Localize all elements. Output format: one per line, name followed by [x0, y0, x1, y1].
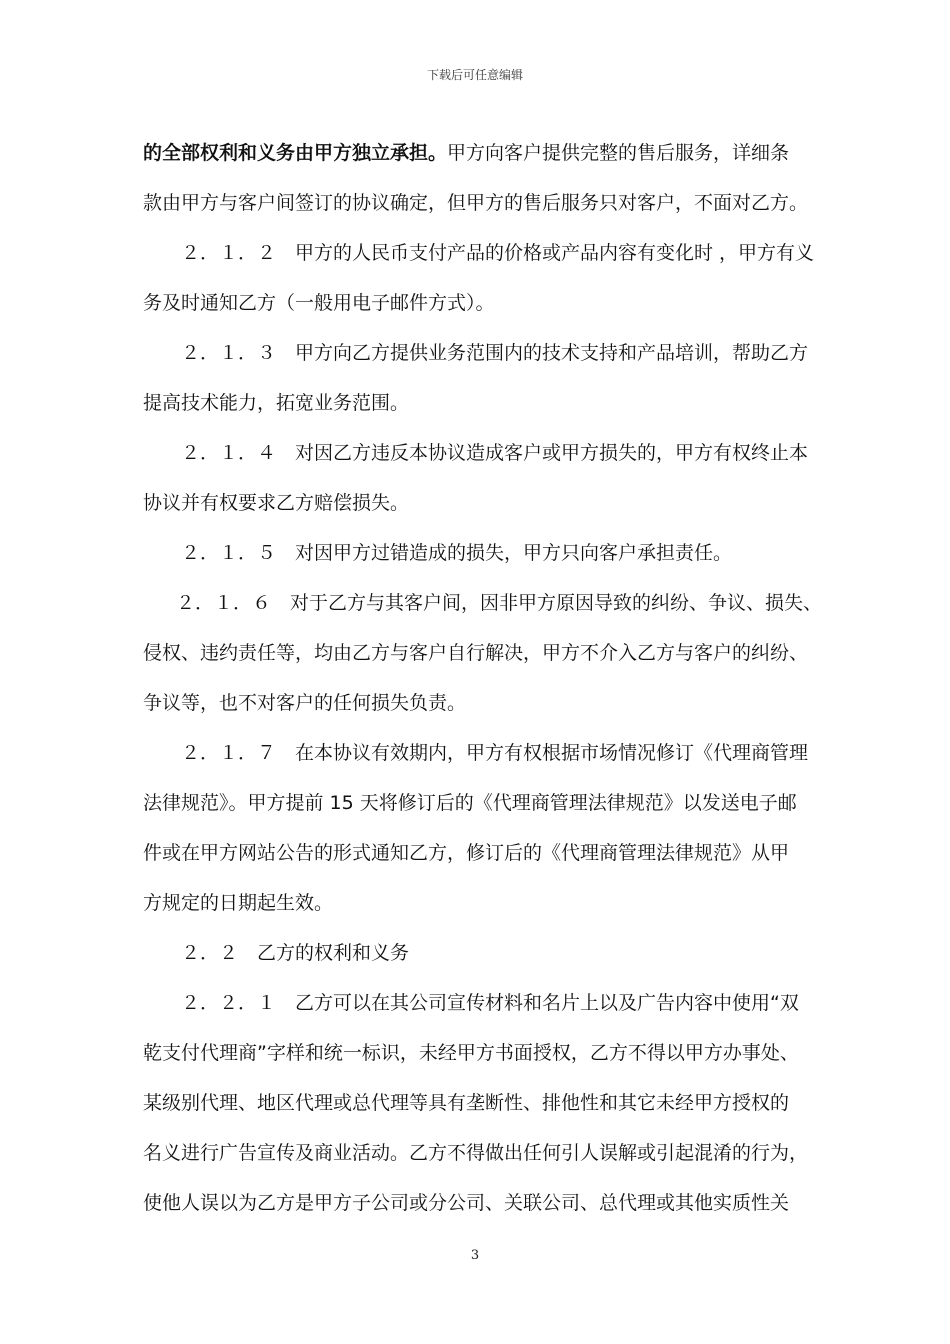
paragraph-line: 乾支付代理商”字样和统一标识，未经甲方书面授权，乙方不得以甲方办事处、: [143, 1042, 799, 1064]
paragraph-line: 某级别代理、地区代理或总代理等具有垄断性、排他性和其它未经甲方授权的: [143, 1092, 790, 1114]
paragraph-line: 方规定的日期起生效。: [143, 892, 334, 914]
bold-sentence: 的全部权利和义务由甲方独立承担。: [143, 142, 448, 164]
paragraph-line: 件或在甲方网站公告的形式通知乙方，修订后的《代理商管理法律规范》从甲: [143, 842, 790, 864]
paragraph-line: 提高技术能力，拓宽业务范围。: [143, 392, 410, 414]
paragraph-line: [143, 128, 813, 178]
paragraph-line: 法律规范》。甲方提前 15 天将修订后的《代理商管理法律规范》以发送电子邮: [143, 792, 797, 814]
paragraph-line: 协议并有权要求乙方赔偿损失。: [143, 492, 410, 514]
clause-2-1-4: ２．１．４ 对因乙方违反本协议造成客户或甲方损失的，甲方有权终止本: [181, 442, 809, 464]
paragraph-line: 争议等，也不对客户的任何损失负责。: [143, 692, 467, 714]
section-2-2-heading: ２．２ 乙方的权利和义务: [181, 942, 410, 964]
document-body: [143, 128, 823, 1228]
paragraph-line: 款由甲方与客户间签订的协议确定，但甲方的售后服务只对客户，不面对乙方。: [143, 192, 809, 214]
paragraph-line: 使他人误以为乙方是甲方子公司或分公司、关联公司、总代理或其他实质性关: [143, 1192, 790, 1214]
paragraph-line: 务及时通知乙方（一般用电子邮件方式）。: [143, 292, 495, 314]
paragraph-line: 名义进行广告宣传及商业活动。乙方不得做出任何引人误解或引起混淆的行为，: [143, 1142, 809, 1164]
clause-2-1-6: ２．１．６ 对于乙方与其客户间，因非甲方原因导致的纠纷、争议、损失、: [176, 592, 823, 614]
clause-2-1-2: ２．１．２ 甲方的人民币支付产品的价格或产品内容有变化时 ，甲方有义: [181, 242, 815, 264]
header-note: 下载后可任意编辑: [426, 68, 523, 82]
sentence: 甲方向客户提供完整的售后服务，详细条: [447, 142, 790, 164]
page-number: 3: [470, 1248, 480, 1263]
clause-2-1-5: ２．１．５ 对因甲方过错造成的损失，甲方只向客户承担责任。: [181, 542, 733, 564]
clause-2-1-3: ２．１．３ 甲方向乙方提供业务范围内的技术支持和产品培训，帮助乙方: [181, 342, 809, 364]
clause-2-1-7: ２．１．７ 在本协议有效期内，甲方有权根据市场情况修订《代理商管理: [181, 742, 809, 764]
clause-2-2-1: ２．２．１ 乙方可以在其公司宣传材料和名片上以及广告内容中使用“双: [181, 992, 799, 1014]
paragraph-line: 侵权、违约责任等，均由乙方与客户自行解决，甲方不介入乙方与客户的纠纷、: [143, 642, 809, 664]
